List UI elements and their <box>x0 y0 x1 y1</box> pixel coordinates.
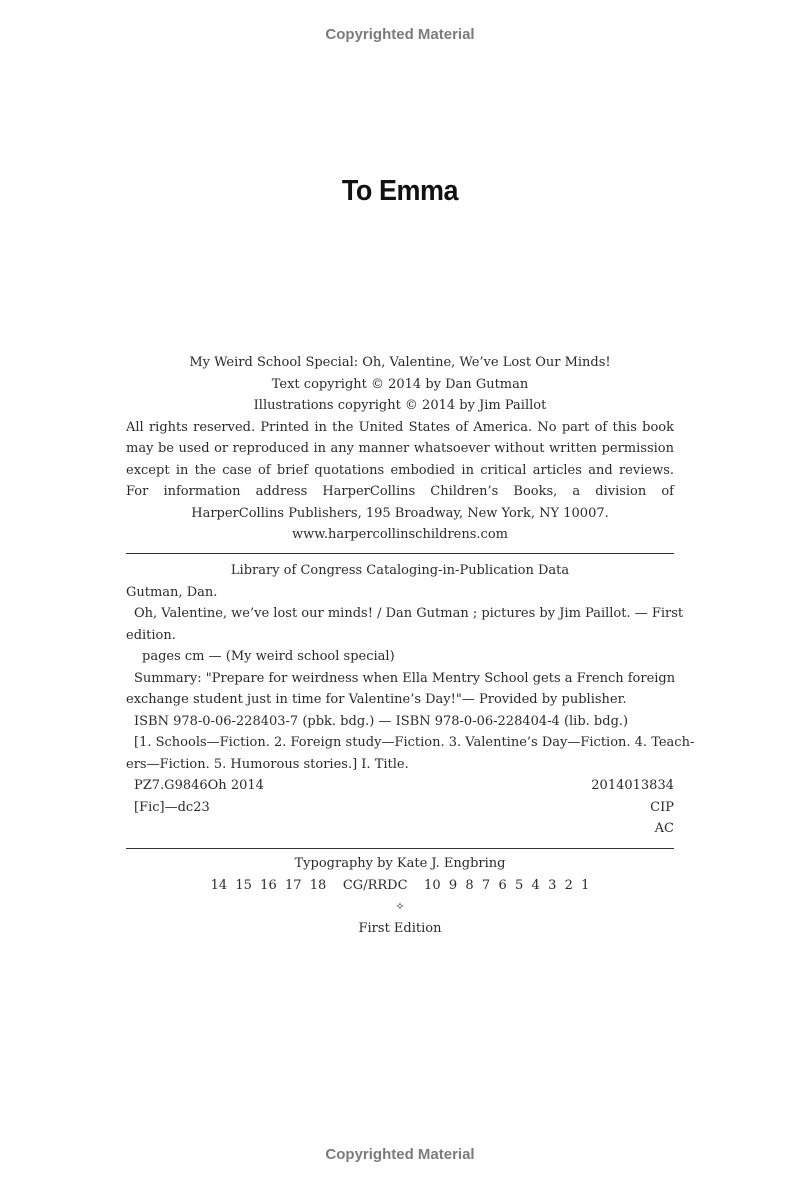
cip-dewey: [Fic]—dc23 <box>134 799 210 815</box>
cip-label: CIP <box>650 799 674 815</box>
rights-paragraph: All rights reserved. Printed in the United States of America. No part of this book may be used or reproduced in any manner whatsoever without written permission except in the case of brief quotations embodied in critical articles and reviews. For information address HarperCollins Children’s Books, a division of HarperCollins Publishers, 195 Broadway, New York, NY 10007. <box>126 419 674 521</box>
cip-author: Gutman, Dan. <box>126 584 218 600</box>
first-edition: First Edition <box>358 921 442 936</box>
divider-top <box>126 553 674 554</box>
divider-bottom <box>126 848 674 849</box>
cip-title-line-2: edition. <box>126 627 176 643</box>
cip-subjects-line-1: [1. Schools—Fiction. 2. Foreign study—Fiction. 3. Valentine’s Day—Fiction. 4. Teach- <box>134 735 695 750</box>
typography-credit: Typography by Kate J. Engbring <box>294 856 506 871</box>
copyright-title-line: My Weird School Special: Oh, Valentine, We’ve Lost Our Minds! <box>189 355 611 370</box>
printing-line: 14 15 16 17 18 CG/RRDC 10 9 8 7 6 5 4 3 2 1 <box>210 877 590 893</box>
cip-summary-line-2: exchange student just in time for Valentine’s Day!"— Provided by publisher. <box>126 692 627 707</box>
ac-label: AC <box>654 821 674 836</box>
cip-title-line-1: Oh, Valentine, we’ve lost our minds! / Dan Gutman ; pictures by Jim Paillot. — First <box>134 606 684 621</box>
text-copyright-line: Text copyright © 2014 by Dan Gutman <box>271 376 529 392</box>
cip-classification: PZ7.G9846Oh 2014 <box>134 778 264 793</box>
cip-pages: pages cm — (My weird school special) <box>142 649 395 664</box>
cip-lccn: 2014013834 <box>591 778 674 793</box>
watermark-top: Copyrighted Material <box>325 26 475 43</box>
illustrations-copyright-line: Illustrations copyright © 2014 by Jim Paillot <box>253 398 547 413</box>
cip-summary-line-1: Summary: "Prepare for weirdness when Ella Mentry School gets a French foreign <box>134 670 676 686</box>
cip-isbn: ISBN 978-0-06-228403-7 (pbk. bdg.) — ISBN 978-0-06-228404-4 (lib. bdg.) <box>134 713 629 729</box>
ornament-icon: ✧ <box>395 900 405 913</box>
cip-subjects-line-2: ers—Fiction. 5. Humorous stories.] I. Title. <box>126 756 409 772</box>
dedication: To Emma <box>341 175 459 207</box>
publisher-website: www.harpercollinschildrens.com <box>292 527 508 542</box>
cip-heading: Library of Congress Cataloging-in-Publication Data <box>230 563 570 578</box>
watermark-bottom: Copyrighted Material <box>325 1146 475 1163</box>
